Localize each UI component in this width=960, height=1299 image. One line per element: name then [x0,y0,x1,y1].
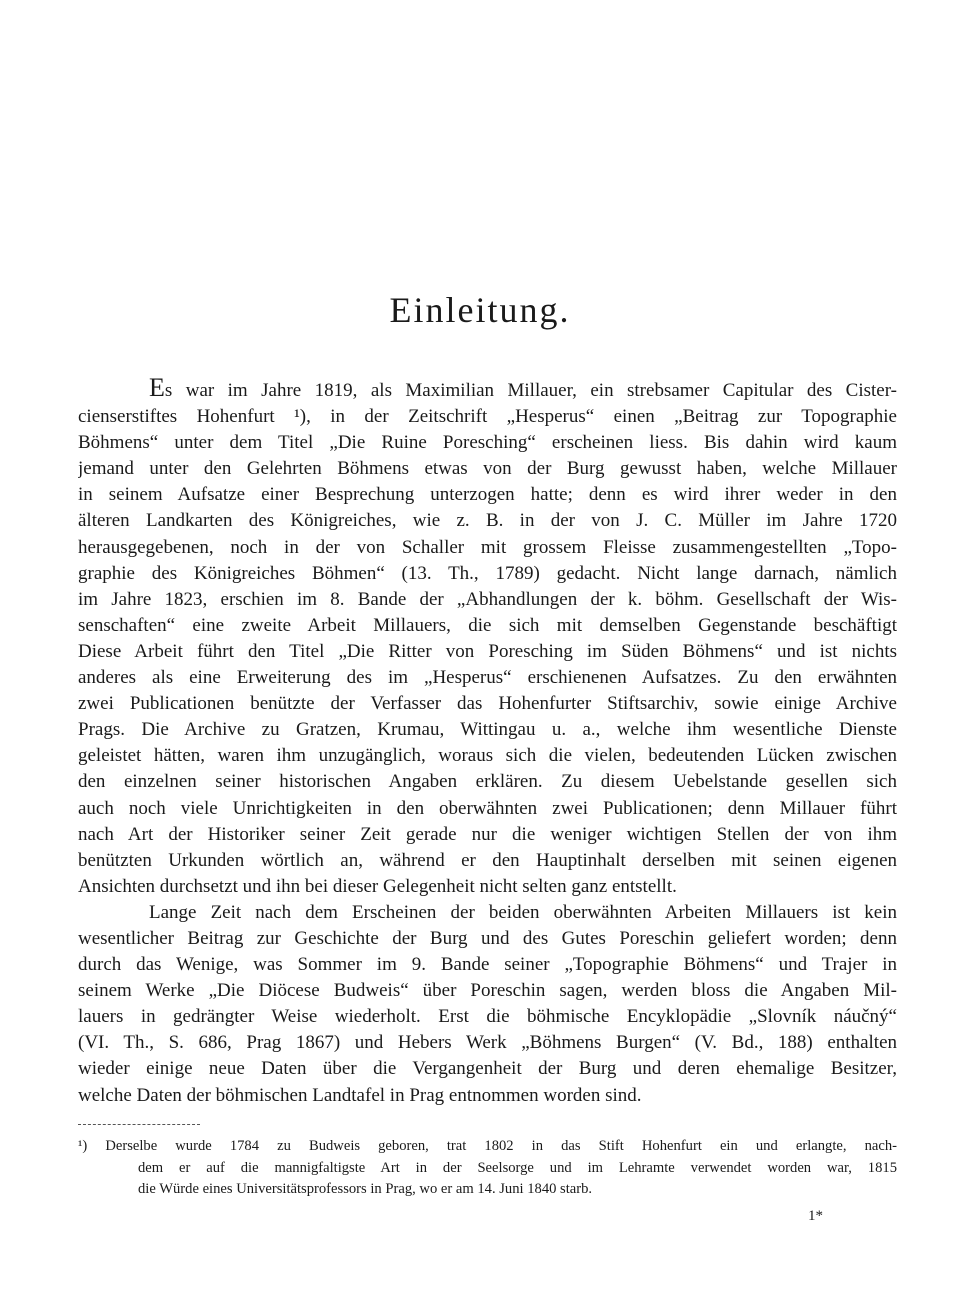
text-line: (VI. Th., S. 686, Prag 1867) und Hebers Werk „Böhmens Burgen“ (V. Bd., 188) enthalten [78,1032,897,1054]
text-line: wieder einige neue Daten über die Vergangenheit der Burg und deren ehemalige Besitzer, [78,1058,897,1080]
text-line: in seinem Aufsatze einer Besprechung unterzogen hatte; denn es wird ihrer weder in den [78,484,897,506]
text-line: zwei Publicationen benützte der Verfasser das Hohenfurter Stiftsarchiv, sowie einige Archive [78,693,897,715]
text-line: anderes als eine Erweiterung des im „Hesperus“ erschienenen Aufsatzes. Zu den erwähnten [78,667,897,689]
text-line: im Jahre 1823, erschien im 8. Bande der „Abhandlungen der k. böhm. Gesellschaft der Wis- [78,588,897,610]
text-line: durch das Wenige, was Sommer im 9. Bande seiner „Topographie Böhmens“ und Trajer in [78,954,897,976]
text-line: Ansichten durchsetzt und ihn bei dieser Gelegenheit nicht selten ganz entstellt. [78,875,677,897]
text-line: Böhmens“ unter dem Titel „Die Ruine Poresching“ erscheinen liess. Bis dahin wird kaum [78,432,897,454]
text-line: geleistet hätten, waren ihm unzugänglich, woraus sich die vielen, bedeutenden Lücken zwischen [78,745,897,767]
text-line: Prags. Die Archive zu Gratzen, Krumau, Wittingau u. a., welche ihm wesentliche Dienste [78,719,897,741]
initial-letter: E [149,378,165,402]
text-line: älteren Landkarten des Königreiches, wie z. B. in der von J. C. Müller im Jahre 1720 [78,510,897,532]
text-line: wesentlicher Beitrag zur Geschichte der Burg und des Gutes Poreschin geliefert worden; denn [78,927,897,949]
text-line: auch noch viele Unrichtigkeiten in den oberwähnten zwei Publicationen; denn Millauer führt [78,797,897,819]
text-line: Lange Zeit nach dem Erscheinen der beiden oberwähnten Arbeiten Millauers ist kein [149,901,897,923]
text-line: nach Art der Historiker seiner Zeit gerade nur die weniger wichtigen Stellen der von ihm [78,823,897,845]
text-line: herausgegebenen, noch in der von Schaller mit grossem Fleisse zusammengestellten „Topo- [78,536,897,558]
footnote-line: ¹) Derselbe wurde 1784 zu Budweis geboren, trat 1802 in das Stift Hohenfurt ein und erlangte, nach- [78,1138,897,1154]
footnote-line: dem er auf die mannigfaltigste Art in der Seelsorge und im Lehramte verwendet worden war, 1815 [138,1159,897,1176]
text-line: jemand unter den Gelehrten Böhmens etwas von der Burg gewusst haben, welche Millauer [78,458,897,480]
body-text [78,378,897,1109]
footnote-rule [78,1124,200,1125]
text-line: Diese Arbeit führt den Titel „Die Ritter von Poresching im Süden Böhmens“ und ist nichts [78,640,897,662]
text-line: benützten Urkunden wörtlich an, während er den Hauptinhalt derselben mit seinen eigenen [78,849,897,871]
text-line: senschaften“ eine zweite Arbeit Millauers, die sich mit demselben Gegenstande beschäftigt [78,614,897,636]
footnote-line: die Würde eines Universitätsprofessors in Prag, wo er am 14. Juni 1840 starb. [138,1181,593,1197]
text-line: den einzelnen seiner historischen Angaben erklären. Zu diesem Uebelstande gesellen sich [78,771,897,793]
text-line: graphie des Königreiches Böhmen“ (13. Th., 1789) gedacht. Nicht lange darnach, nämlich [78,562,897,584]
page-number: 1* [808,1208,823,1224]
text-line: seinem Werke „Die Diöcese Budweis“ über Poreschin sagen, werden bloss die Angaben Mil- [78,980,897,1002]
text-line: Es war im Jahre 1819, als Maximilian Millauer, ein strebsamer Capitular des Cister- [78,378,897,404]
chapter-heading: Einleitung. [389,290,571,330]
text-line: cienserstiftes Hohenfurt ¹), in der Zeitschrift „Hesperus“ einen „Beitrag zur Topographie [78,406,897,428]
footnotes [78,1136,897,1201]
text-line: welche Daten der böhmischen Landtafel in Prag entnommen worden sind. [78,1084,642,1106]
text-line: lauers in gedrängter Weise wiederholt. Erst die böhmische Encyklopädie „Slovník náučný“ [78,1006,897,1028]
